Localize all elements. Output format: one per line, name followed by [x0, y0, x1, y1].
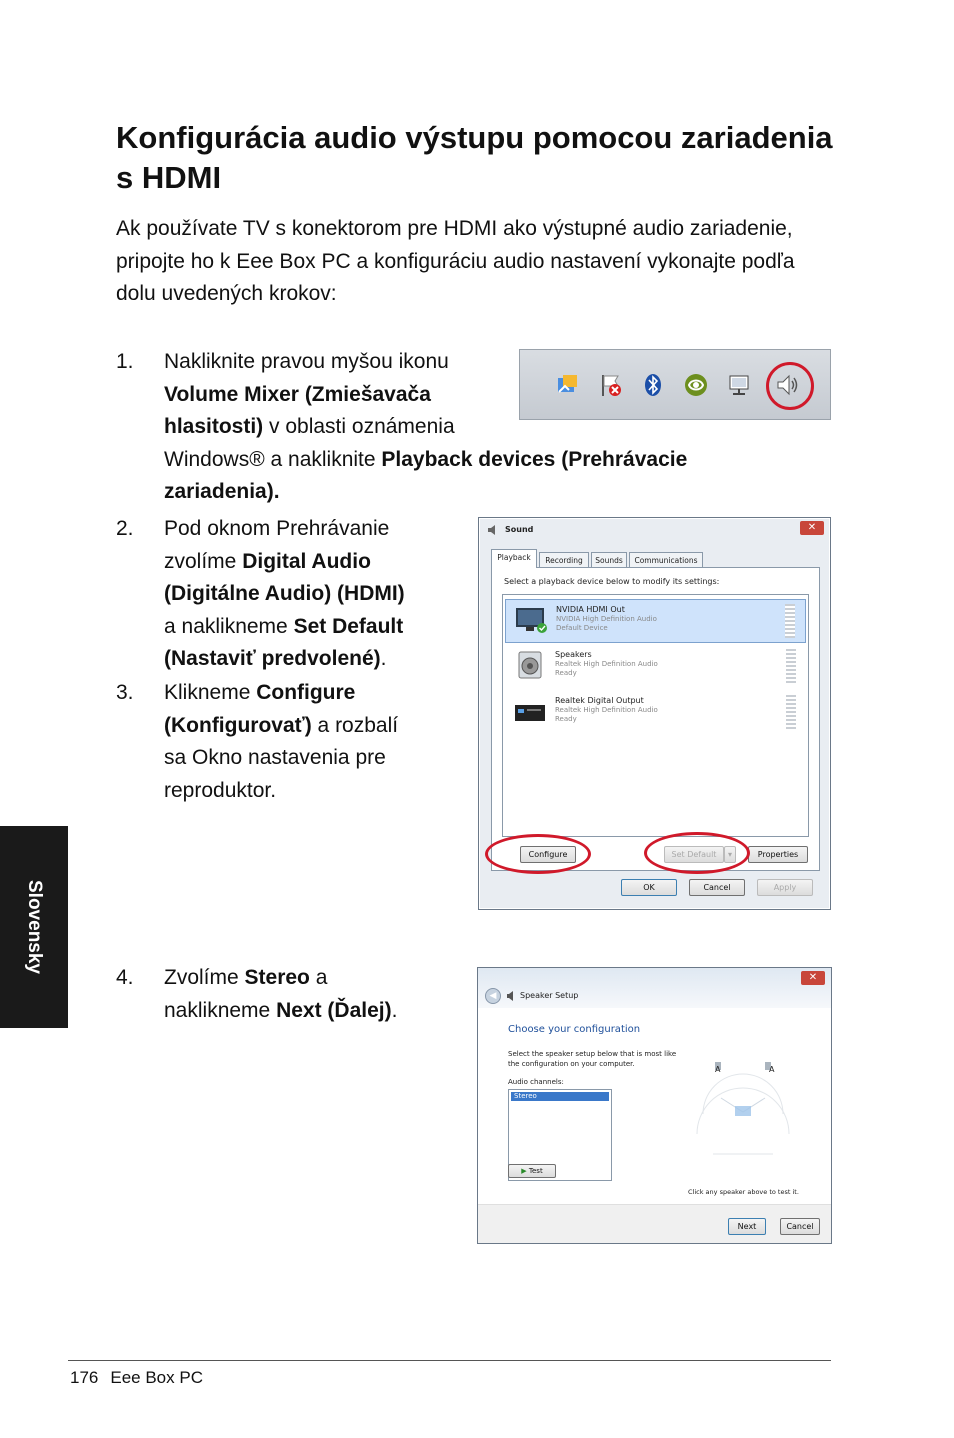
step-3-line-3: sa Okno nastavenia pre — [164, 746, 386, 769]
step-3-configure: Configure — [256, 681, 356, 704]
close-icon[interactable]: ✕ — [801, 971, 825, 985]
step-2-set-default: Set Default — [293, 614, 404, 638]
step-4-period: . — [391, 998, 398, 1022]
step-2-line-1: Pod oknom Prehrávanie — [164, 517, 390, 540]
action-center-icon — [555, 372, 581, 398]
back-arrow-icon[interactable]: ◀ — [485, 988, 501, 1004]
step-number: 1. — [116, 350, 134, 373]
step-2-text: zvolíme — [164, 549, 243, 573]
list-item[interactable]: Stereo — [511, 1092, 609, 1101]
list-item[interactable] — [505, 691, 806, 735]
step-1-text-windows: Windows® a nakliknite — [164, 447, 382, 471]
speaker-app-icon — [487, 524, 499, 536]
wizard-footer — [478, 1204, 831, 1243]
digital-output-icon — [513, 699, 547, 727]
footer-rule — [68, 1360, 831, 1361]
test-button[interactable] — [508, 1164, 556, 1178]
level-meter — [785, 604, 795, 638]
step-2-period: . — [380, 647, 387, 670]
network-icon — [726, 372, 752, 398]
device-desc: NVIDIA High Definition Audio — [556, 615, 657, 623]
set-default-highlight-ring — [644, 832, 750, 874]
step-4-text: a — [309, 966, 328, 989]
cancel-button[interactable]: Cancel — [780, 1218, 820, 1235]
step-2-nastavit: (Nastaviť predvolené) — [164, 647, 381, 670]
wizard-instruction: Select the speaker setup below that is most like the configuration on your computer. — [508, 1050, 677, 1068]
speakers-icon — [513, 651, 547, 679]
step-3-text: Klikneme — [164, 681, 257, 704]
step-number: 4. — [116, 966, 134, 989]
step-2-text: a naklikneme — [164, 614, 294, 638]
step-2-hdmi: (Digitálne Audio) (HDMI) — [164, 582, 405, 605]
level-meter — [786, 649, 796, 683]
properties-button[interactable]: Properties — [748, 846, 808, 863]
device-name: Speakers — [555, 650, 592, 659]
sound-dialog-screenshot — [478, 517, 831, 910]
step-1-volume-mixer: Volume Mixer (Zmiešavača — [164, 382, 431, 406]
speaker-label-right: A — [769, 1065, 775, 1074]
wizard-title: Speaker Setup — [520, 991, 579, 1000]
play-icon: ▶ — [521, 1167, 527, 1175]
step-1-hlasitosti: hlasitosti) — [164, 415, 264, 438]
flag-warning-icon — [598, 372, 624, 398]
step-1-playback-devices: Playback devices (Prehrávacie — [381, 447, 688, 471]
configure-highlight-ring — [485, 834, 591, 874]
test-hint: Click any speaker above to test it. — [688, 1188, 799, 1196]
dialog-title: Sound — [505, 525, 534, 534]
step-number: 3. — [116, 681, 134, 704]
language-side-tab — [0, 826, 68, 1028]
step-number: 2. — [116, 517, 134, 540]
step-4-stereo: Stereo — [244, 966, 310, 989]
bluetooth-icon — [640, 372, 666, 398]
speaker-label-left: A — [715, 1065, 721, 1074]
speaker-setup-screenshot — [477, 967, 832, 1244]
page-title: Konfigurácia audio výstupu pomocou zariadenia s HDMI — [116, 120, 833, 195]
list-item[interactable] — [505, 645, 806, 689]
page-number: 176 — [70, 1368, 99, 1387]
apply-button[interactable]: Apply — [757, 879, 813, 896]
channels-label: Audio channels: — [508, 1078, 564, 1086]
speaker-diagram[interactable] — [693, 1054, 793, 1174]
step-3-line-4: reproduktor. — [164, 778, 277, 802]
device-name: NVIDIA HDMI Out — [556, 605, 625, 614]
tab-content — [491, 567, 820, 871]
level-meter — [786, 695, 796, 729]
device-name: Realtek Digital Output — [555, 696, 644, 705]
ok-button[interactable]: OK — [621, 879, 677, 896]
device-list — [502, 594, 809, 837]
list-item[interactable] — [505, 599, 806, 643]
nvidia-icon — [683, 372, 709, 398]
intro-paragraph: Ak používate TV s konektorom pre HDMI ako výstupné audio zariadenie, pripojte ho k Eee Box PC a konfiguráciu audio nastavení vykonajte podľa dolu uvedených krokov: — [116, 217, 795, 305]
system-tray-screenshot — [519, 349, 831, 420]
step-1-zariadenia: zariadenia). — [164, 480, 280, 503]
next-button[interactable]: Next — [728, 1218, 766, 1235]
tab-sounds[interactable]: Sounds — [591, 552, 627, 568]
test-label: Test — [528, 1167, 543, 1175]
close-icon[interactable]: ✕ — [800, 521, 824, 535]
device-desc: Realtek High Definition Audio — [555, 706, 658, 714]
step-2-digital-audio: Digital Audio — [242, 549, 371, 573]
configure-button[interactable]: Configure — [520, 846, 576, 863]
cancel-button[interactable]: Cancel — [689, 879, 745, 896]
tab-recording[interactable]: Recording — [539, 552, 589, 568]
device-desc: Realtek High Definition Audio — [555, 660, 658, 668]
step-1-text: v oblasti oznámenia — [263, 415, 455, 438]
language-label: Slovensky — [24, 880, 45, 974]
step-4-text: Zvolíme — [164, 966, 245, 989]
tab-playback[interactable]: Playback — [491, 549, 537, 568]
product-name: Eee Box PC — [110, 1368, 203, 1387]
step-4-text: naklikneme — [164, 998, 277, 1022]
set-default-button[interactable]: Set Default — [664, 846, 724, 863]
device-status: Ready — [555, 669, 577, 677]
chevron-down-icon[interactable]: ▾ — [724, 846, 736, 863]
wizard-heading: Choose your configuration — [508, 1024, 641, 1035]
page-footer — [70, 1368, 203, 1388]
tab-communications[interactable]: Communications — [629, 552, 703, 568]
step-3-text: a rozbalí — [311, 713, 399, 737]
step-1-line-1: Nakliknite pravou myšou ikonu — [164, 350, 449, 373]
step-3-konfigurovat: (Konfigurovať) — [164, 713, 312, 737]
device-status: Ready — [555, 715, 577, 723]
step-4-next: Next (Ďalej) — [276, 998, 392, 1022]
device-status: Default Device — [556, 624, 608, 632]
monitor-icon — [514, 606, 548, 634]
playback-instruction: Select a playback device below to modify its settings: — [504, 577, 720, 586]
wizard-titlebar — [478, 968, 831, 1008]
volume-highlight-ring — [766, 362, 814, 410]
speaker-app-icon — [506, 991, 516, 1001]
